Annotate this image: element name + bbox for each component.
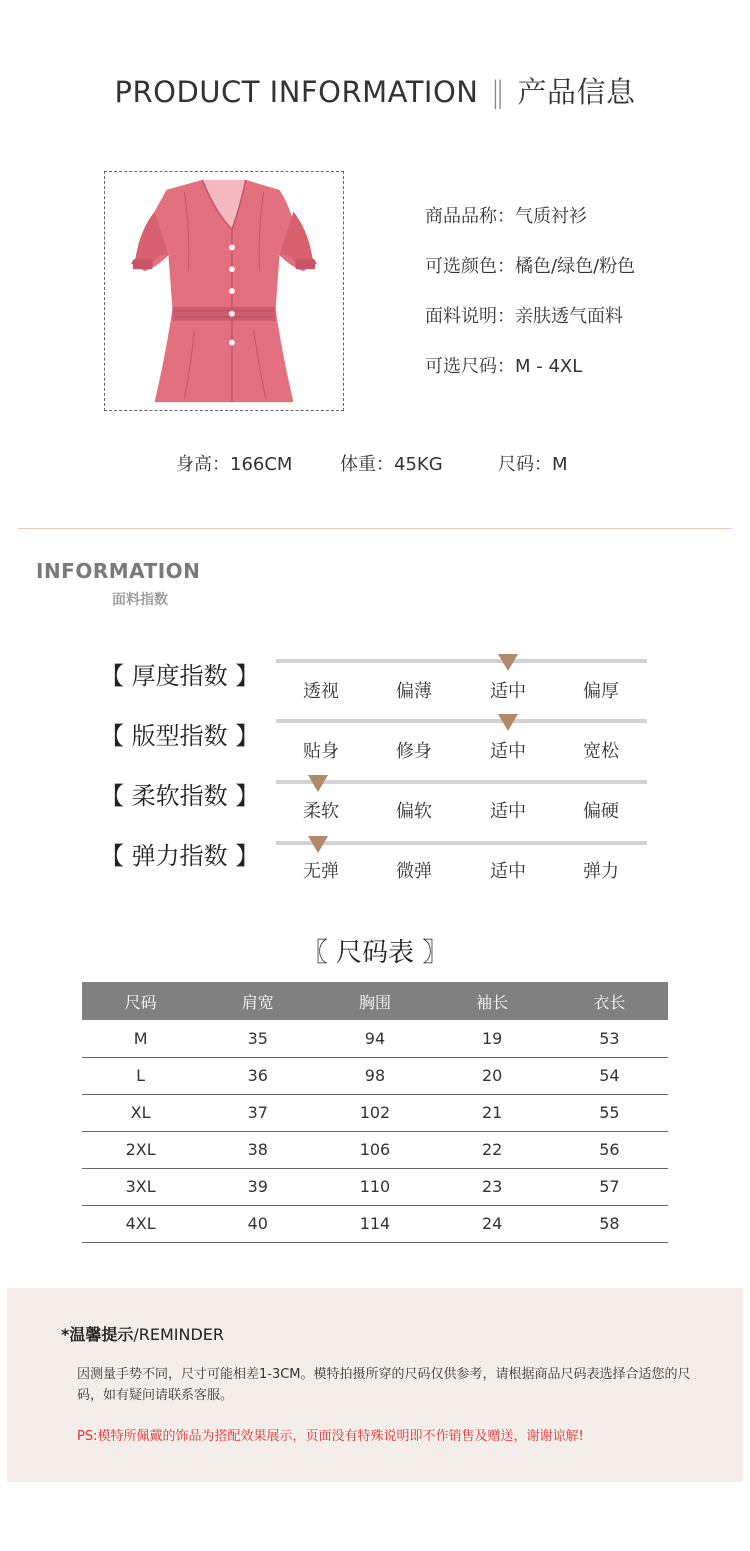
index-option: 弹力 — [583, 861, 619, 882]
title-cn: 产品信息 — [517, 75, 636, 109]
section-divider — [18, 528, 732, 529]
table-cell: 38 — [199, 1131, 316, 1168]
spec-value: 亲肤透气面料 — [515, 306, 623, 327]
table-cell: 37 — [199, 1094, 316, 1131]
table-header-cell: 尺码 — [82, 982, 199, 1020]
spec-value: M - 4XL — [515, 356, 583, 377]
table-cell: 2XL — [82, 1131, 199, 1168]
index-option: 无弹 — [303, 861, 339, 882]
table-cell: 114 — [316, 1205, 433, 1242]
index-track — [276, 719, 647, 723]
table-cell: 110 — [316, 1168, 433, 1205]
spec-value: 橘色/绿色/粉色 — [515, 256, 636, 277]
table-cell: 20 — [434, 1057, 551, 1094]
table-cell: 94 — [316, 1020, 433, 1057]
table-cell: 57 — [551, 1168, 668, 1205]
table-cell: 22 — [434, 1131, 551, 1168]
model-weight: 体重：45KG — [340, 454, 443, 475]
index-option: 柔软 — [303, 801, 339, 822]
table-cell: 36 — [199, 1057, 316, 1094]
table-header-row — [82, 982, 668, 1020]
size-chart-title: 〖 尺码表 〗 — [301, 938, 449, 968]
table-cell: 106 — [316, 1131, 433, 1168]
table-cell: 98 — [316, 1057, 433, 1094]
table-cell: 4XL — [82, 1205, 199, 1242]
model-height: 身高：166CM — [176, 454, 293, 475]
table-row — [82, 1057, 668, 1094]
index-label: 【 厚度指数 】 — [100, 662, 260, 690]
table-row — [82, 1131, 668, 1168]
spec-list — [425, 200, 635, 400]
index-option: 偏厚 — [583, 681, 619, 702]
reminder-title-en: /REMINDER — [133, 1325, 225, 1344]
table-cell: 53 — [551, 1020, 668, 1057]
reminder-text: 因测量手势不同，尺寸可能相差1-3CM。模特拍摄所穿的尺码仅供参考，请根据商品尺码表选择合适您的尺码，如有疑问请联系客服。 — [77, 1367, 691, 1403]
reminder-box — [7, 1288, 743, 1482]
table-cell: 35 — [199, 1020, 316, 1057]
index-track — [276, 841, 647, 845]
index-option: 偏软 — [396, 801, 432, 822]
spec-label: 面料说明： — [425, 306, 515, 327]
table-cell: 19 — [434, 1020, 551, 1057]
index-label: 【 弹力指数 】 — [100, 842, 260, 870]
table-cell: 3XL — [82, 1168, 199, 1205]
reminder-title — [61, 1322, 224, 1345]
spec-label: 可选尺码： — [425, 356, 515, 377]
table-cell: 21 — [434, 1094, 551, 1131]
index-marker — [308, 775, 328, 792]
table-cell: 58 — [551, 1205, 668, 1242]
index-track — [276, 780, 647, 784]
table-header-cell: 肩宽 — [199, 982, 316, 1020]
size-table — [82, 982, 668, 1243]
index-option: 微弹 — [396, 861, 432, 882]
table-cell: XL — [82, 1094, 199, 1131]
spec-row-name — [425, 200, 635, 250]
index-option: 偏硬 — [583, 801, 619, 822]
table-cell: 55 — [551, 1094, 668, 1131]
table-cell: 39 — [199, 1168, 316, 1205]
index-option: 修身 — [396, 741, 432, 762]
index-marker — [308, 836, 328, 853]
spec-row-colors — [425, 250, 635, 300]
spec-row-fabric — [425, 300, 635, 350]
table-header-cell: 衣长 — [551, 982, 668, 1020]
table-row — [82, 1205, 668, 1242]
index-option: 透视 — [303, 681, 339, 702]
reminder-title-bold: *温馨提示 — [61, 1325, 134, 1344]
table-row — [82, 1094, 668, 1131]
index-option: 适中 — [490, 681, 526, 702]
table-cell: 40 — [199, 1205, 316, 1242]
product-image — [104, 171, 344, 411]
index-track — [276, 659, 647, 663]
table-cell: 56 — [551, 1131, 668, 1168]
table-row — [82, 1168, 668, 1205]
index-marker — [498, 654, 518, 671]
index-label: 【 柔软指数 】 — [100, 782, 260, 810]
index-option: 适中 — [490, 801, 526, 822]
table-cell: 24 — [434, 1205, 551, 1242]
reminder-ps: PS:模特所佩戴的饰品为搭配效果展示，页面没有特殊说明即不作销售及赠送，谢谢谅解! — [77, 1429, 584, 1444]
index-option: 适中 — [490, 861, 526, 882]
page-title — [0, 70, 750, 111]
shirt-illustration — [105, 172, 343, 410]
title-en: PRODUCT INFORMATION — [114, 75, 479, 109]
title-separator: ‖ — [490, 75, 506, 109]
spec-value: 气质衬衫 — [515, 206, 587, 227]
index-option: 宽松 — [583, 741, 619, 762]
information-title: INFORMATION — [36, 559, 201, 583]
spec-label: 可选颜色： — [425, 256, 515, 277]
table-cell: 23 — [434, 1168, 551, 1205]
model-size: 尺码：M — [498, 454, 568, 475]
table-row — [82, 1020, 668, 1057]
table-header-cell: 袖长 — [434, 982, 551, 1020]
spec-label: 商品品称： — [425, 206, 515, 227]
spec-row-sizes — [425, 350, 635, 400]
table-cell: L — [82, 1057, 199, 1094]
index-option: 适中 — [490, 741, 526, 762]
table-cell: M — [82, 1020, 199, 1057]
information-subtitle: 面料指数 — [112, 592, 168, 608]
table-header-cell: 胸围 — [316, 982, 433, 1020]
table-cell: 102 — [316, 1094, 433, 1131]
index-label: 【 版型指数 】 — [100, 722, 260, 750]
table-cell: 54 — [551, 1057, 668, 1094]
index-option: 贴身 — [303, 741, 339, 762]
index-marker — [498, 714, 518, 731]
index-option: 偏薄 — [396, 681, 432, 702]
